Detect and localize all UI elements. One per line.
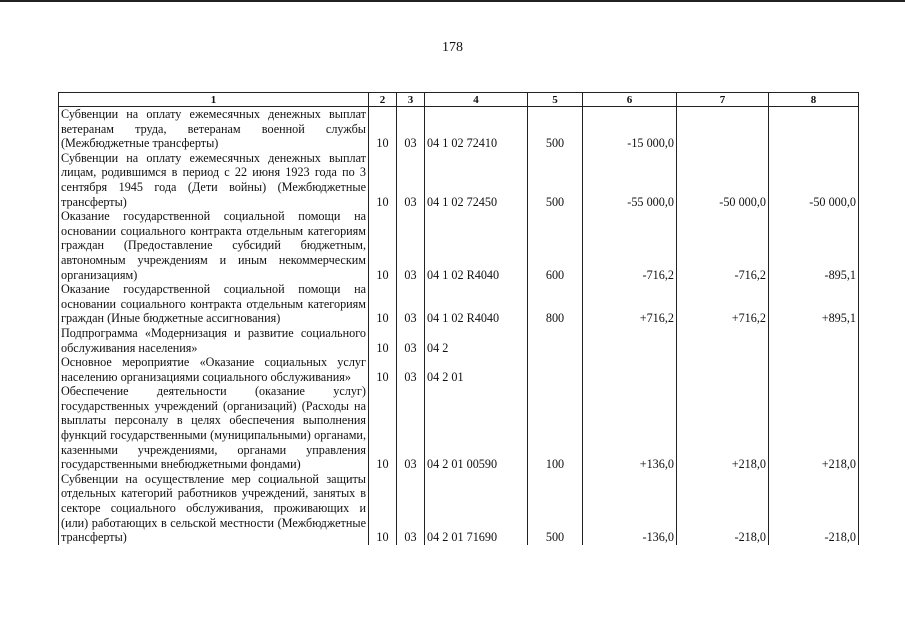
table-row — [59, 355, 859, 384]
amount-col7: +716,2 — [677, 282, 769, 326]
expense-type-code: 500 — [528, 107, 583, 151]
subsection-code: 03 — [397, 472, 425, 545]
row-description: Подпрограмма «Модернизация и развитие социального обслуживания населения» — [59, 326, 369, 355]
expense-type-code: 600 — [528, 209, 583, 282]
subsection-code: 03 — [397, 355, 425, 384]
amount-col7 — [677, 326, 769, 355]
amount-col8: +895,1 — [769, 282, 859, 326]
amount-col6: +716,2 — [583, 282, 677, 326]
subsection-code: 03 — [397, 151, 425, 209]
table-row — [59, 151, 859, 209]
expense-type-code: 500 — [528, 151, 583, 209]
amount-col7 — [677, 355, 769, 384]
column-header: 2 — [369, 93, 397, 107]
page-top-border — [0, 0, 905, 2]
amount-col7: -218,0 — [677, 472, 769, 545]
column-header: 8 — [769, 93, 859, 107]
amount-col6 — [583, 326, 677, 355]
page-number: 178 — [442, 40, 463, 55]
table-row — [59, 326, 859, 355]
target-article-code: 04 2 — [425, 326, 528, 355]
expense-type-code: 800 — [528, 282, 583, 326]
subsection-code: 03 — [397, 107, 425, 151]
target-article-code: 04 1 02 R4040 — [425, 282, 528, 326]
section-code: 10 — [369, 326, 397, 355]
target-article-code: 04 1 02 72450 — [425, 151, 528, 209]
section-code: 10 — [369, 355, 397, 384]
target-article-code: 04 2 01 — [425, 355, 528, 384]
table-row — [59, 209, 859, 282]
row-description: Оказание государственной социальной помощи на основании социального контракта отдельным категориям граждан (Предоставление субсидий бюджетным, автономным учреждениям и иным некоммерческим организациям) — [59, 209, 369, 282]
column-header: 3 — [397, 93, 425, 107]
amount-col6: +136,0 — [583, 384, 677, 472]
expense-type-code — [528, 326, 583, 355]
subsection-code: 03 — [397, 384, 425, 472]
amount-col8: -218,0 — [769, 472, 859, 545]
section-code: 10 — [369, 282, 397, 326]
amount-col7 — [677, 107, 769, 151]
table-row — [59, 107, 859, 151]
section-code: 10 — [369, 107, 397, 151]
table-row — [59, 472, 859, 545]
table-row — [59, 384, 859, 472]
column-header: 4 — [425, 93, 528, 107]
amount-col7: -716,2 — [677, 209, 769, 282]
section-code: 10 — [369, 151, 397, 209]
amount-col8: -50 000,0 — [769, 151, 859, 209]
row-description: Основное мероприятие «Оказание социальных услуг населению организациями социального обслуживания» — [59, 355, 369, 384]
amount-col8 — [769, 107, 859, 151]
amount-col8: +218,0 — [769, 384, 859, 472]
target-article-code: 04 2 01 00590 — [425, 384, 528, 472]
amount-col6: -136,0 — [583, 472, 677, 545]
expense-type-code: 500 — [528, 472, 583, 545]
budget-table — [58, 92, 859, 545]
subsection-code: 03 — [397, 209, 425, 282]
row-description: Обеспечение деятельности (оказание услуг) государственных учреждений (организаций) (Расходы на выплаты персоналу в целях обеспечения выполнения функций государственными (муниципальными) органами, казенными учреждениями, органами управления государственными внебюджетными фондами) — [59, 384, 369, 472]
column-header: 6 — [583, 93, 677, 107]
amount-col6: -716,2 — [583, 209, 677, 282]
table-header-row — [59, 93, 859, 107]
amount-col8: -895,1 — [769, 209, 859, 282]
subsection-code: 03 — [397, 326, 425, 355]
section-code: 10 — [369, 472, 397, 545]
row-description: Субвенции на оплату ежемесячных денежных выплат ветеранам труда, ветеранам военной службы (Межбюджетные трансферты) — [59, 107, 369, 151]
row-description: Оказание государственной социальной помощи на основании социального контракта отдельным категориям граждан (Иные бюджетные ассигнования) — [59, 282, 369, 326]
amount-col7: -50 000,0 — [677, 151, 769, 209]
row-description: Субвенции на оплату ежемесячных денежных выплат лицам, родившимся в период с 22 июня 1923 года по 3 сентября 1945 года (Дети войны) (Межбюджетные трансферты) — [59, 151, 369, 209]
table-row — [59, 282, 859, 326]
column-header: 5 — [528, 93, 583, 107]
amount-col6: -15 000,0 — [583, 107, 677, 151]
column-header: 1 — [59, 93, 369, 107]
amount-col8 — [769, 355, 859, 384]
expense-type-code: 100 — [528, 384, 583, 472]
amount-col6 — [583, 355, 677, 384]
target-article-code: 04 1 02 72410 — [425, 107, 528, 151]
amount-col8 — [769, 326, 859, 355]
expense-type-code — [528, 355, 583, 384]
subsection-code: 03 — [397, 282, 425, 326]
amount-col6: -55 000,0 — [583, 151, 677, 209]
target-article-code: 04 1 02 R4040 — [425, 209, 528, 282]
row-description: Субвенции на осуществление мер социальной защиты отдельных категорий работников учреждений, занятых в секторе социального обслуживания, проживающих и (или) работающих в сельской местности (Межбюджетные трансферты) — [59, 472, 369, 545]
target-article-code: 04 2 01 71690 — [425, 472, 528, 545]
section-code: 10 — [369, 209, 397, 282]
column-header: 7 — [677, 93, 769, 107]
amount-col7: +218,0 — [677, 384, 769, 472]
section-code: 10 — [369, 384, 397, 472]
